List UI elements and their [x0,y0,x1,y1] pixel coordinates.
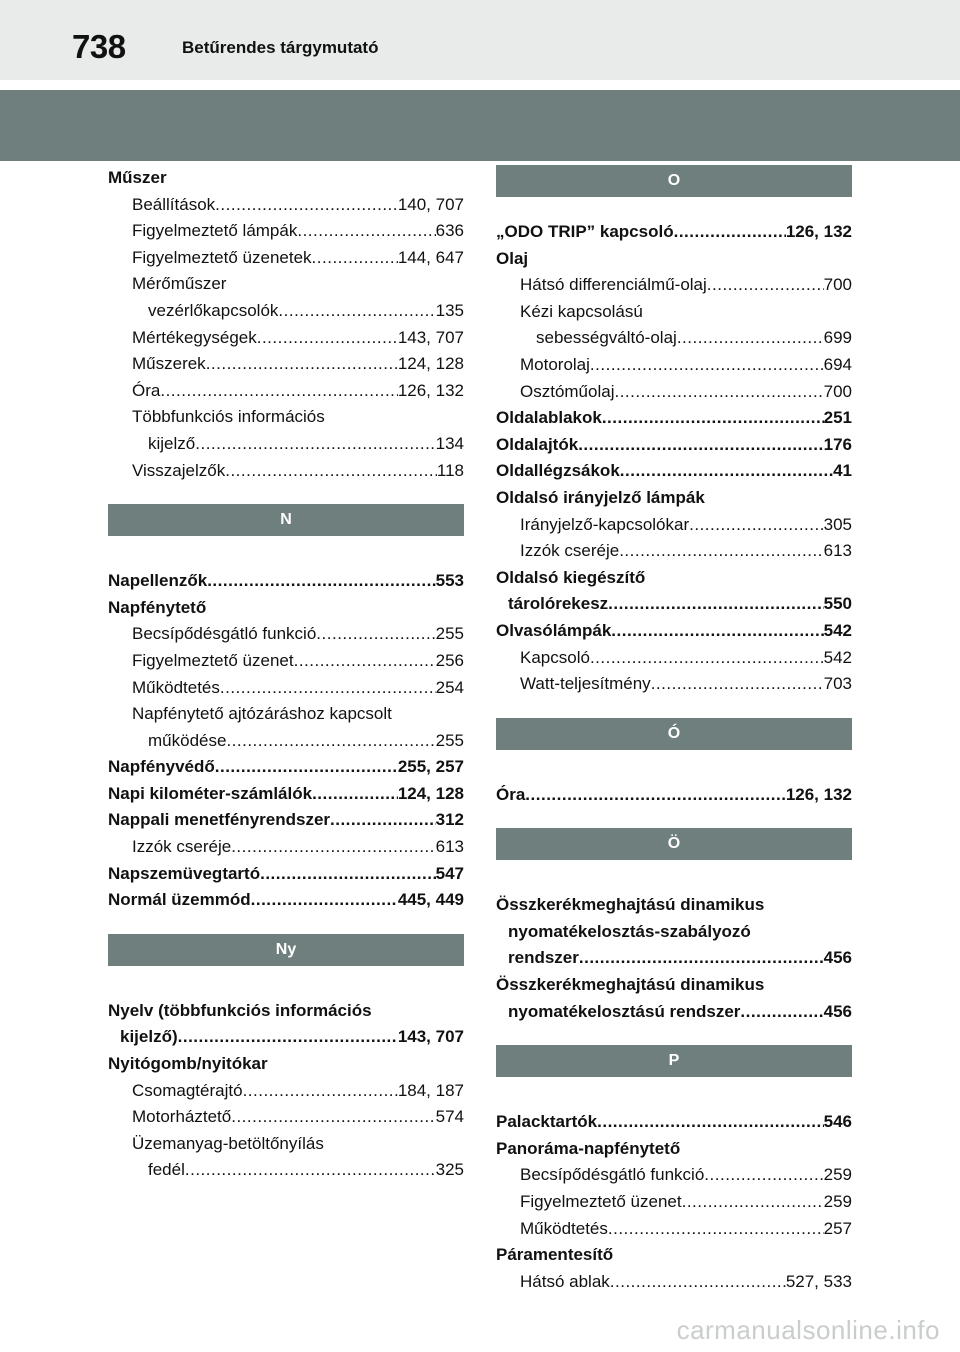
section-spacer [496,1077,852,1109]
entry-text: Watt-teljesítmény [520,674,651,694]
index-subentry [108,728,464,755]
dot-leader [231,834,435,861]
entry-text: Oldalsó irányjelző lámpák [496,487,705,507]
entry-text: Összkerékmeghajtású dinamikus [496,975,765,995]
index-subentry [108,271,464,298]
section-spacer [496,750,852,782]
section-letter-header: Ny [108,934,464,966]
page-reference: 251 [823,408,852,428]
entry-text: Panoráma-napfénytető [496,1138,681,1158]
entry-text: Palacktartók [496,1112,598,1132]
page-reference: 546 [823,1112,852,1132]
page-reference: 144, 647 [397,247,464,267]
index-entry [496,972,852,999]
page-reference: 255, 257 [397,757,464,777]
index-subentry [496,299,852,326]
page-reference: 176 [823,434,852,454]
entry-text: Nyitógomb/nyitókar [108,1054,268,1074]
page-reference: 256 [435,650,464,670]
entry-text: Óra [132,380,161,400]
dot-leader [294,648,436,675]
entry-text: Normál üzemmód [108,890,251,910]
dot-leader [231,1104,435,1131]
page-reference: 41 [833,461,852,481]
index-subentry [108,325,464,352]
index-entry [496,782,852,809]
section-spacer [496,1025,852,1045]
dot-leader [620,458,833,485]
section-spacer [496,698,852,718]
entry-text: Oldalablakok [496,408,602,428]
entry-text: Működtetés [132,677,220,697]
index-subentry [108,378,464,405]
dot-leader [614,379,823,406]
entry-text: Műszerek [132,354,206,374]
index-entry [108,998,464,1025]
entry-text: vezérlőkapcsolók [148,300,279,320]
index-entry [496,432,852,459]
page-reference: 700 [823,275,852,295]
dot-leader [195,431,435,458]
page-reference: 703 [823,674,852,694]
page-reference: 542 [823,647,852,667]
page-reference: 574 [435,1107,464,1127]
index-entry [108,1051,464,1078]
entry-text: kijelző) [120,1027,178,1047]
entry-text: Nappali menetfényrendszer [108,810,331,830]
watermark: carmanualsonline.info [676,1315,940,1345]
dot-leader [185,1157,436,1184]
entry-text: Motorháztető [132,1107,232,1127]
dot-leader [707,272,824,299]
page-reference: 134 [435,433,464,453]
index-entry [496,219,852,246]
entry-text: Napfénytető [108,597,207,617]
entry-text: Napfénytető ajtózáráshoz kapcsolt [132,704,392,724]
dot-leader [525,782,786,809]
page-reference: 694 [823,354,852,374]
dot-leader [215,754,398,781]
entry-text: Kapcsoló [520,647,590,667]
entry-text: Becsípődésgátló funkció [132,624,317,644]
page-reference: 456 [823,948,852,968]
entry-text: Napfényvédő [108,757,215,777]
section-letter-header: P [496,1045,852,1077]
page-reference: 254 [435,677,464,697]
page-reference: 143, 707 [397,327,464,347]
header-band [0,90,960,161]
index-column-right [496,165,852,1295]
index-subentry [496,352,852,379]
page-reference: 126, 132 [785,784,852,804]
entry-text: Figyelmeztető üzenetek [132,247,312,267]
section-spacer [108,914,464,934]
entry-text: tárolórekesz [508,594,609,614]
dot-leader [220,675,436,702]
dot-leader [251,887,398,914]
page-reference: 699 [823,328,852,348]
dot-leader [257,325,398,352]
index-subentry [496,919,852,946]
section-spacer [496,197,852,219]
entry-text: Becsípődésgátló funkció [520,1165,705,1185]
entry-text: nyomatékelosztású rendszer [508,1001,741,1021]
entry-text: Kézi kapcsolású [520,301,643,321]
index-entry [108,754,464,781]
entry-text: Óra [496,784,526,804]
page-reference: 542 [823,620,852,640]
page-reference: 259 [823,1165,852,1185]
page-reference: 312 [435,810,464,830]
dot-leader [316,621,435,648]
index-subentry [108,1104,464,1131]
index-entry [496,246,852,273]
entry-text: rendszer [508,948,579,968]
dot-leader [260,861,436,888]
entry-text: Figyelmeztető üzenet [132,650,294,670]
dot-leader [611,618,823,645]
entry-text: Páramentesítő [496,1245,614,1265]
index-subentry [108,404,464,431]
index-entry [496,892,852,919]
page-number: 738 [72,28,126,65]
dot-leader [740,999,823,1026]
dot-leader [207,568,435,595]
dot-leader [278,298,435,325]
entry-text: Oldalajtók [496,434,579,454]
entry-text: Figyelmeztető lámpák [132,221,298,241]
dot-leader [689,512,823,539]
page-reference: 527, 533 [785,1271,852,1291]
entry-text: működése [148,730,227,750]
index-subentry [496,671,852,698]
entry-text: Üzemanyag-betöltőnyílás [132,1133,324,1153]
page-reference: 456 [823,1001,852,1021]
index-subentry [108,675,464,702]
page-reference: 255 [435,624,464,644]
entry-text: Osztóműolaj [520,381,615,401]
dot-leader [226,728,435,755]
page-reference: 255 [435,730,464,750]
dot-leader [178,1024,398,1051]
entry-text: Izzók cseréje [520,541,620,561]
dot-leader [597,1109,824,1136]
index-entry [108,781,464,808]
dot-leader [330,807,436,834]
entry-text: Napszemüvegtartó [108,863,261,883]
page-reference: 124, 128 [397,354,464,374]
dot-leader [312,245,398,272]
entry-text: Hátsó differenciálmű-olaj [520,275,707,295]
dot-leader [225,458,437,485]
section-spacer [496,808,852,828]
index-entry [496,1242,852,1269]
index-subentry [496,1162,852,1189]
index-column-left [108,165,464,1184]
section-spacer [108,484,464,504]
index-subentry [108,192,464,219]
page-reference: 124, 128 [397,783,464,803]
page-reference: 613 [823,541,852,561]
index-entry [108,807,464,834]
index-entry [108,165,464,192]
page-reference: 143, 707 [397,1027,464,1047]
entry-text: kijelző [148,433,196,453]
index-entry [108,595,464,622]
index-subentry [496,591,852,618]
entry-text: nyomatékelosztás-szabályozó [508,921,751,941]
dot-leader [608,1216,824,1243]
page-reference: 135 [435,300,464,320]
entry-text: fedél [148,1160,185,1180]
index-entry [496,565,852,592]
index-subentry [496,1216,852,1243]
dot-leader [619,538,823,565]
index-subentry [496,1189,852,1216]
index-entry [496,1109,852,1136]
dot-leader [677,325,824,352]
dot-leader [704,1162,823,1189]
entry-text: Izzók cseréje [132,837,232,857]
index-subentry [496,945,852,972]
entry-text: Oldalsó kiegészítő [496,567,646,587]
index-subentry [108,245,464,272]
page-reference: 305 [823,514,852,534]
index-subentry [108,1131,464,1158]
dot-leader [578,432,823,459]
index-subentry [496,379,852,406]
entry-text: Műszer [108,168,167,187]
section-spacer [108,966,464,998]
dot-leader [610,1269,786,1296]
index-subentry [108,1024,464,1051]
index-entry [108,887,464,914]
dot-leader [682,1189,824,1216]
index-subentry [496,1269,852,1296]
page-reference: 636 [435,221,464,241]
index-subentry [108,1157,464,1184]
entry-text: Oldallégzsákok [496,461,620,481]
entry-text: Figyelmeztető üzenet [520,1192,682,1212]
index-subentry [496,645,852,672]
index-subentry [496,999,852,1026]
index-subentry [108,458,464,485]
page-reference: 126, 132 [397,380,464,400]
index-subentry [496,538,852,565]
entry-text: Olaj [496,248,529,268]
page-reference: 257 [823,1218,852,1238]
index-entry [108,568,464,595]
dot-leader [312,781,398,808]
page-header [0,0,960,80]
index-subentry [108,834,464,861]
index-subentry [108,701,464,728]
dot-leader [602,405,824,432]
section-letter-header: Ó [496,718,852,750]
section-letter-header: Ö [496,828,852,860]
dot-leader [590,352,824,379]
entry-text: Összkerékmeghajtású dinamikus [496,895,765,915]
index-subentry [108,431,464,458]
dot-leader [579,945,824,972]
dot-leader [297,218,435,245]
entry-text: Olvasólámpák [496,620,612,640]
page-reference: 700 [823,381,852,401]
page-title: Betűrendes tárgymutató [182,38,379,57]
dot-leader [590,645,824,672]
page-reference: 553 [435,571,464,591]
page-reference: 547 [435,863,464,883]
page-reference: 140, 707 [397,194,464,214]
entry-text: Csomagtérajtó [132,1080,243,1100]
entry-text: Irányjelző-kapcsolókar [520,514,690,534]
index-subentry [496,512,852,539]
entry-text: sebességváltó-olaj [536,328,677,348]
index-subentry [108,621,464,648]
entry-text: Működtetés [520,1218,608,1238]
dot-leader [674,219,786,246]
entry-text: Nyelv (többfunkciós információs [108,1000,372,1020]
entry-text: Motorolaj [520,354,590,374]
index-entry [496,1136,852,1163]
entry-text: Mérőműszer [132,274,227,294]
index-entry [496,458,852,485]
index-entry [108,861,464,888]
entry-text: Napi kilométer-számlálók [108,783,313,803]
dot-leader [243,1078,398,1105]
index-subentry [496,325,852,352]
index-subentry [108,1078,464,1105]
dot-leader [215,192,398,219]
index-entry [496,618,852,645]
index-subentry [108,218,464,245]
section-letter-header: O [496,165,852,197]
index-subentry [496,272,852,299]
entry-text: Napellenzők [108,571,208,591]
entry-text: Visszajelzők [132,460,226,480]
page-reference: 613 [435,837,464,857]
section-spacer [496,860,852,892]
page-reference: 126, 132 [785,222,852,241]
section-letter-header: N [108,504,464,536]
index-subentry [108,351,464,378]
entry-text: Mértékegységek [132,327,257,347]
index-subentry [108,648,464,675]
entry-text: „ODO TRIP” kapcsoló [496,222,674,241]
entry-text: Hátsó ablak [520,1271,610,1291]
index-subentry [108,298,464,325]
dot-leader [651,671,824,698]
entry-text: Többfunkciós információs [132,407,325,427]
page-reference: 118 [436,460,464,480]
dot-leader [206,351,398,378]
entry-text: Beállítások [132,194,216,214]
page-reference: 445, 449 [397,890,464,910]
page-reference: 550 [823,594,852,614]
section-spacer [108,536,464,568]
index-entry [496,485,852,512]
page-reference: 184, 187 [397,1080,464,1100]
dot-leader [160,378,397,405]
page-reference: 325 [435,1160,464,1180]
dot-leader [608,591,823,618]
index-entry [496,405,852,432]
page-reference: 259 [823,1192,852,1212]
